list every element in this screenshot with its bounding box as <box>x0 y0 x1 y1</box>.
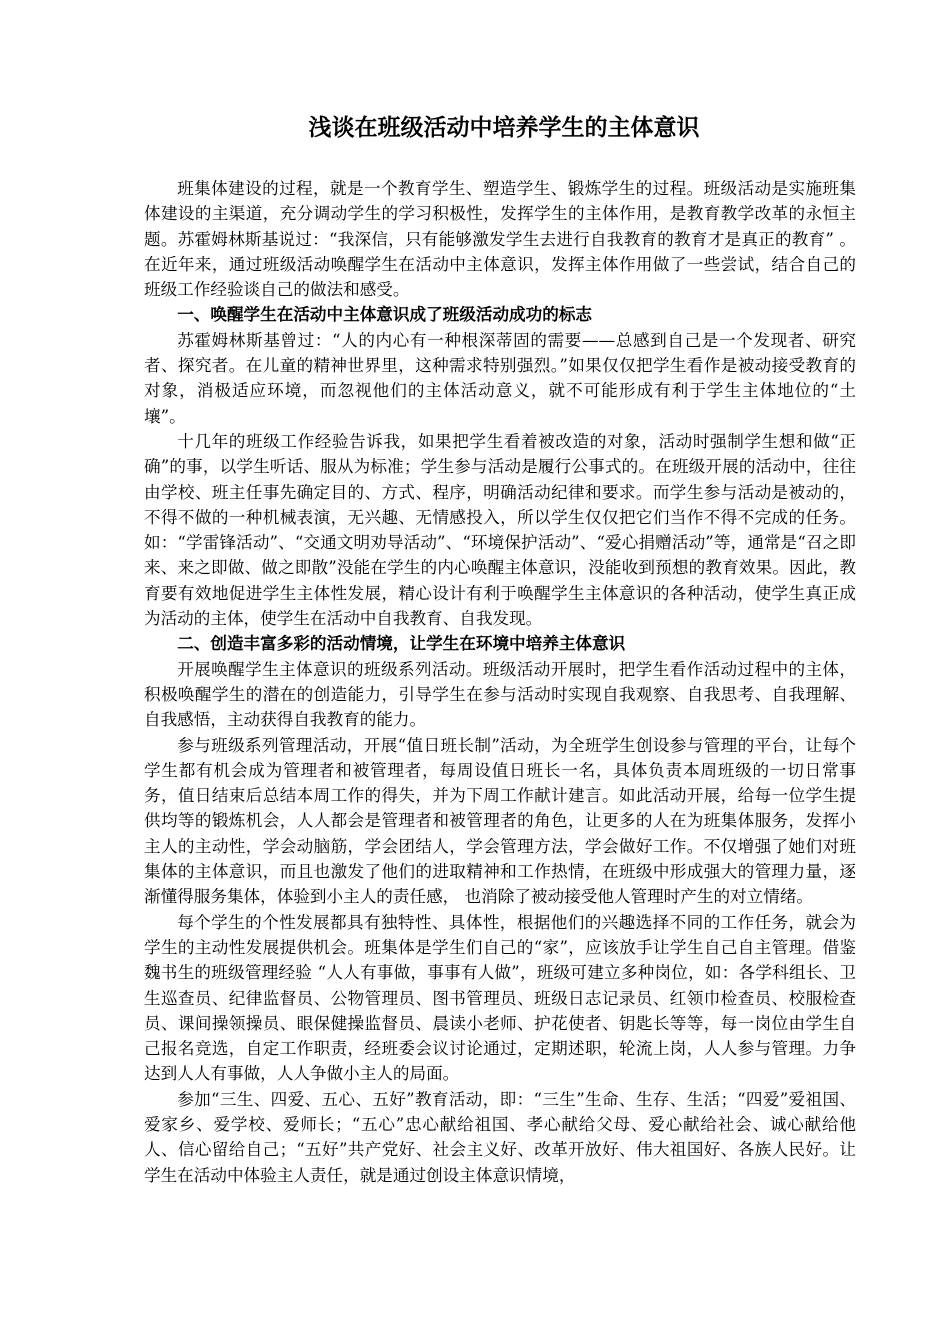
section-heading-2: 二、创造丰富多彩的活动情境，让学生在环境中培养主体意识 <box>177 634 626 654</box>
paragraph: 参与班级系列管理活动，开展“值日班长制”活动，为全班学生创设参与管理的平台，让每个学生都有机会成为管理者和被管理者，每周设值日班长一名，具体负责本周班级的一切日常事务，值日结束后总结本周工作的得失，并为下周工作献计建言。如此活动开展，给每一位学生提供均等的锻炼机会，人人都会是管理者和被管理者的角色，让更多的人在为班集体服务，发挥小主人的主动性，学会动脑筋，学会团结人，学会管理方法，学会做好工作。不仅增强了她们对班集体的主体意识，而且也激发了他们的进取精神和工作热情，在班级中形成强大的管理力量，逐渐懂得服务集体，体验到小主人的责任感， 也消除了被动接受他人管理时产生的对立情绪。 <box>144 735 856 907</box>
paragraph: 十几年的班级工作经验告诉我，如果把学生看着被改造的对象，活动时强制学生想和做“正确”的事，以学生听话、服从为标准；学生参与活动是履行公事式的。在班级开展的活动中，往往由学校、班主任事先确定目的、方式、程序，明确活动纪律和要求。而学生参与活动是被动的，不得不做的一种机械表演，无兴趣、无情感投入，所以学生仅仅把它们当作不得不完成的任务。如：“学雷锋活动”、“交通文明劝导活动”、“环境保护活动”、“爱心捐赠活动”等，通常是“召之即来、来之即做、做之即散”没能在学生的内心唤醒主体意识，没能收到预想的教育效果。因此，教育要有效地促进学生主体性发展，精心设计有利于唤醒学生主体意识的各种活动，使学生真正成为活动的主体，使学生在活动中自我教育、自我发现。 <box>144 431 856 629</box>
document-title: 浅谈在班级活动中培养学生的主体意识 <box>308 115 700 141</box>
section-heading-1: 一、唤醒学生在活动中主体意识成了班级活动成功的标志 <box>177 305 593 325</box>
paragraph-intro: 班集体建设的过程，就是一个教育学生、塑造学生、锻炼学生的过程。班级活动是实施班集体建设的主渠道，充分调动学生的学习积极性，发挥学生的主体作用，是教育教学改革的永恒主题。苏霍姆林斯基说过：“我深信，只有能够激发学生去进行自我教育的教育才是真正的教育” 。在近年来，通过班级活动唤醒学生在活动中主体意识，发挥主体作用做了一些尝试，结合自己的班级工作经验谈自己的做法和感受。 <box>144 179 856 300</box>
paragraph: 苏霍姆林斯基曾过：“人的内心有一种根深蒂固的需要——总感到自己是一个发现者、研究者、探究者。在儿童的精神世界里，这种需求特别强烈。”如果仅仅把学生看作是被动接受教育的对象，消极适应环境，而忽视他们的主体活动意义，就不可能形成有利于学生主体地位的“土壤”。 <box>144 330 856 426</box>
paragraph: 每个学生的个性发展都具有独特性、具体性，根据他们的兴趣选择不同的工作任务，就会为学生的主动性发展提供机会。班集体是学生们自己的“家”，应该放手让学生自己自主管理。借鉴魏书生的班级管理经验 “人人有事做，事事有人做”，班级可建立多种岗位，如：各学科组长、卫生巡查员、纪律监督员、公物管理员、图书管理员、班级日志记录员、红领巾检查员、校服检查员、课间操领操员、眼保健操监督员、晨读小老师、护花使者、钥匙长等等，每一岗位由学生自己报名竞选，自定工作职责，经班委会议讨论通过，定期述职，轮流上岗，人人参与管理。力争达到人人有事做，人人争做小主人的局面。 <box>144 912 856 1084</box>
document-body <box>144 176 856 1188</box>
paragraph: 参加“三生、四爱、五心、五好”教育活动，即：“三生”生命、生存、生活；“四爱”爱祖国、爱家乡、爱学校、爱师长；“五心”忠心献给祖国、孝心献给父母、爱心献给社会、诚心献给他人、信心留给自己；“五好”共产党好、社会主义好、改革开放好、伟大祖国好、各族人民好。让学生在活动中体验主人责任，就是通过创设主体意识情境， <box>144 1089 856 1185</box>
paragraph: 开展唤醒学生主体意识的班级系列活动。班级活动开展时，把学生看作活动过程中的主体，积极唤醒学生的潜在的创造能力，引导学生在参与活动时实现自我观察、自我思考、自我理解、自我感悟，主动获得自我教育的能力。 <box>144 659 856 730</box>
